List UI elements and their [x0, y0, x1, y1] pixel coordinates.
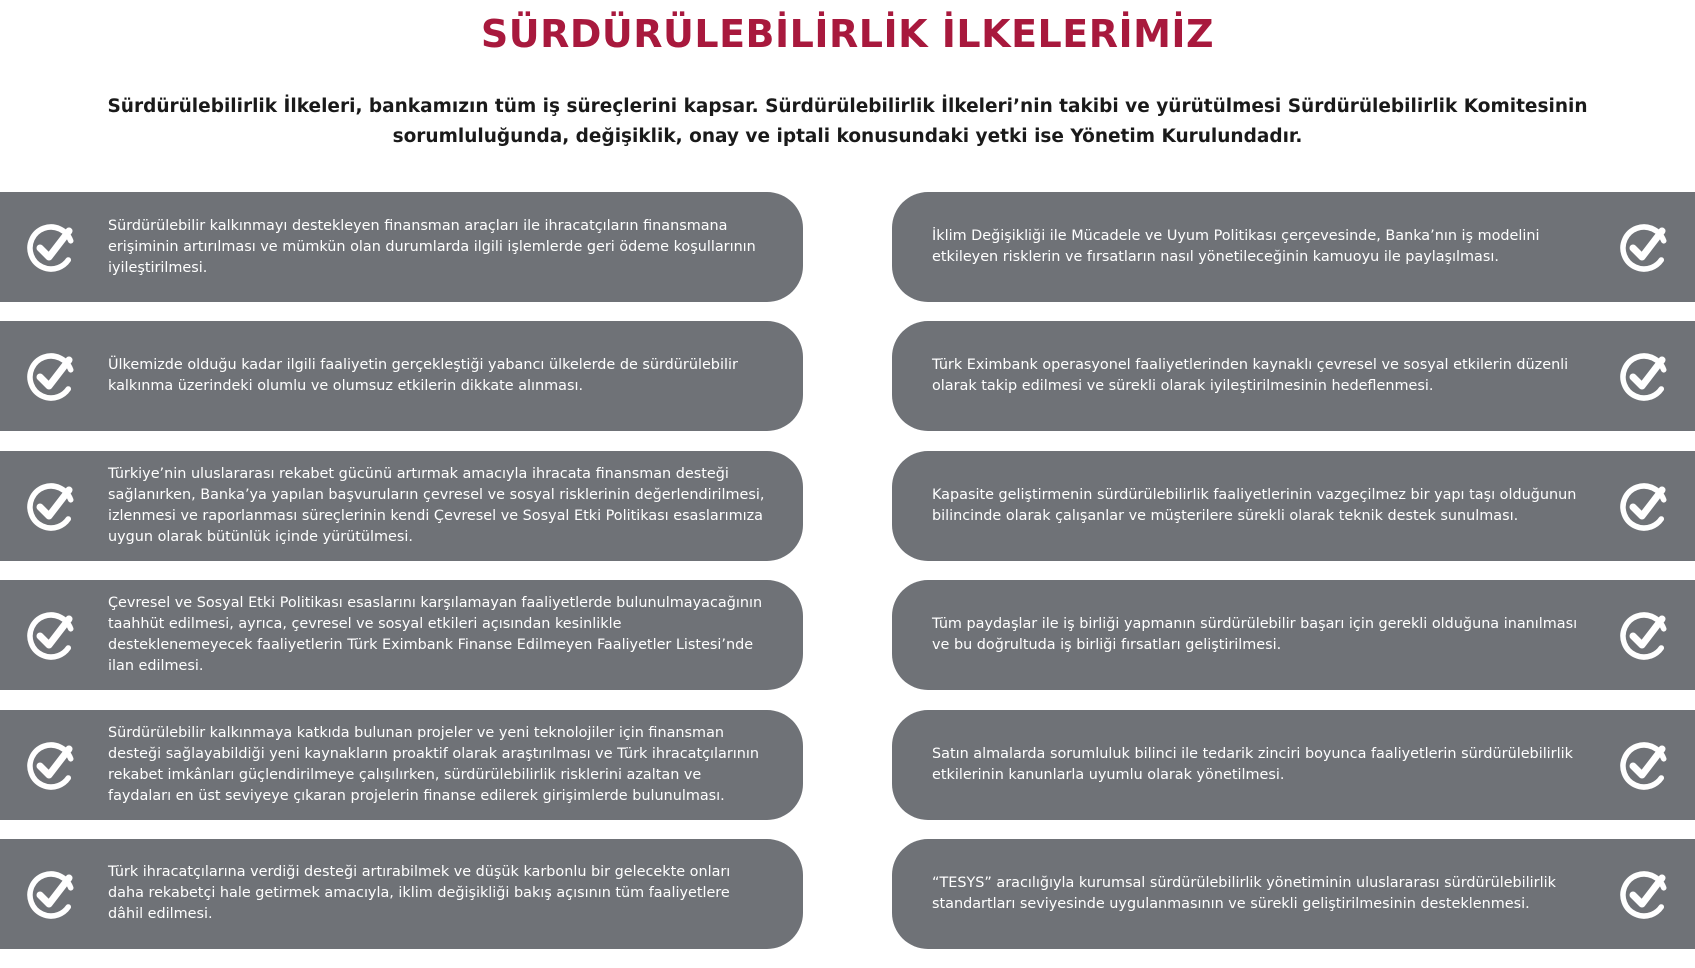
check-circle-icon: [25, 868, 77, 920]
principle-card: [892, 580, 1695, 690]
principle-text: Çevresel ve Sosyal Etki Politikası esaslarını karşılamayan faaliyetlerde bulunulmayacağının taahhüt edilmesi, ayrıca, çevresel ve sosyal etkileri açısından kesinlikle desteklenemeyecek faaliyetlerin Türk Eximbank Finanse Edilmeyen Faaliyetler Listesi’nde ilan edilmesi.: [108, 595, 763, 675]
check-circle-icon: [25, 350, 77, 402]
principle-text: Satın almalarda sorumluluk bilinci ile tedarik zinciri boyunca faaliyetlerin sürdürülebilirlik etkilerinin kanunlarla uyumlu olarak yönetilmesi.: [932, 745, 1573, 783]
principle-card: [892, 451, 1695, 561]
right-principles-column: [892, 192, 1695, 968]
principle-card: [0, 321, 803, 431]
check-circle-icon: [25, 739, 77, 791]
principle-card: [0, 839, 803, 949]
principle-text: Ülkemizde olduğu kadar ilgili faaliyetin gerçekleştiği yabancı ülkelerde de sürdürülebilir kalkınma üzerindeki olumlu ve olumsuz etkilerin dikkate alınması.: [108, 357, 738, 395]
check-circle-icon: [1618, 609, 1670, 661]
check-circle-icon: [25, 480, 77, 532]
principle-text: Kapasite geliştirmenin sürdürülebilirlik faaliyetlerinin vazgeçilmez bir yapı taşı olduğunun bilincinde olarak çalışanlar ve müşterilere sürekli olarak teknik destek sunulması.: [932, 486, 1577, 524]
principle-card: [892, 321, 1695, 431]
principle-card: [892, 710, 1695, 820]
check-circle-icon: [25, 609, 77, 661]
principle-text: “TESYS” aracılığıyla kurumsal sürdürülebilirlik yönetiminin uluslararası sürdürülebilirlik standartları seviyesinde uygulanmasının ve sürekli geliştirilmesinin desteklenmesi.: [932, 874, 1556, 912]
check-circle-icon: [1618, 868, 1670, 920]
principle-text: Türk Eximbank operasyonel faaliyetlerinden kaynaklı çevresel ve sosyal etkilerin düzenli olarak takip edilmesi ve sürekli olarak iyileştirilmesinin hedeflenmesi.: [932, 357, 1569, 395]
check-circle-icon: [1618, 221, 1670, 273]
left-principles-column: [0, 192, 803, 968]
principle-text: Türkiye’nin uluslararası rekabet gücünü artırmak amacıyla ihracata finansman desteği sağlanırken, Banka’ya yapılan başvuruların çevresel ve sosyal risklerinin değerlendirilmesi, izlenmesi ve raporlanması süreçlerinin kendi Çevresel ve Sosyal Etki Politikası esaslarımıza uygun olarak bütünlük içinde yürütülmesi.: [108, 465, 765, 545]
page-title: SÜRDÜRÜLEBİLİRLİK İLKELERİMİZ: [480, 12, 1215, 56]
principle-card: [892, 192, 1695, 302]
check-circle-icon: [1618, 480, 1670, 532]
check-circle-icon: [1618, 739, 1670, 791]
principle-text: Sürdürülebilir kalkınmayı destekleyen finansman araçları ile ihracatçıların finansmana erişiminin artırılması ve mümkün olan durumlarda ilgili işlemlerde geri ödeme koşullarının iyileştirilmesi.: [108, 217, 756, 276]
intro-paragraph: Sürdürülebilirlik İlkeleri, bankamızın tüm iş süreçlerini kapsar. Sürdürülebilirlik İlkeleri’nin takibi ve yürütülmesi Sürdürülebilirlik Komitesinin sorumluluğunda, değişiklik, onay ve iptali konusundaki yetki ise Yönetim Kurulundadır.: [107, 96, 1588, 147]
principle-card: [0, 451, 803, 561]
principle-card: [0, 580, 803, 690]
principle-card: [0, 192, 803, 302]
principle-text: Tüm paydaşlar ile iş birliği yapmanın sürdürülebilir başarı için gerekli olduğuna inanılması ve bu doğrultuda iş birliği fırsatları geliştirilmesi.: [932, 616, 1578, 654]
principle-text: İklim Değişikliği ile Mücadele ve Uyum Politikası çerçevesinde, Banka’nın iş modelini etkileyen risklerin ve fırsatların nasıl yönetileceğinin kamuoyu ile paylaşılması.: [932, 228, 1540, 265]
principle-text: Türk ihracatçılarına verdiği desteği artırabilmek ve düşük karbonlu bir gelecekte onları daha rekabetçi hale getirmek amacıyla, iklim değişikliği bakış açısının tüm faaliyetlere dâhil edilmesi.: [108, 864, 731, 923]
principle-card: [892, 839, 1695, 949]
check-circle-icon: [25, 221, 77, 273]
check-circle-icon: [1618, 350, 1670, 402]
principle-text: Sürdürülebilir kalkınmaya katkıda bulunan projeler ve yeni teknolojiler için finansman desteği sağlayabildiği yeni kaynakların proaktif olarak araştırılması ve Türk ihracatçılarının rekabet imkânları güçlendirilmeye çalışılırken, sürdürülebilirlik risklerini azaltan ve faydaları en üst seviyeye çıkaran projelerin finanse edilerek girişimlerde bulunulması.: [108, 724, 759, 804]
principle-card: [0, 710, 803, 820]
